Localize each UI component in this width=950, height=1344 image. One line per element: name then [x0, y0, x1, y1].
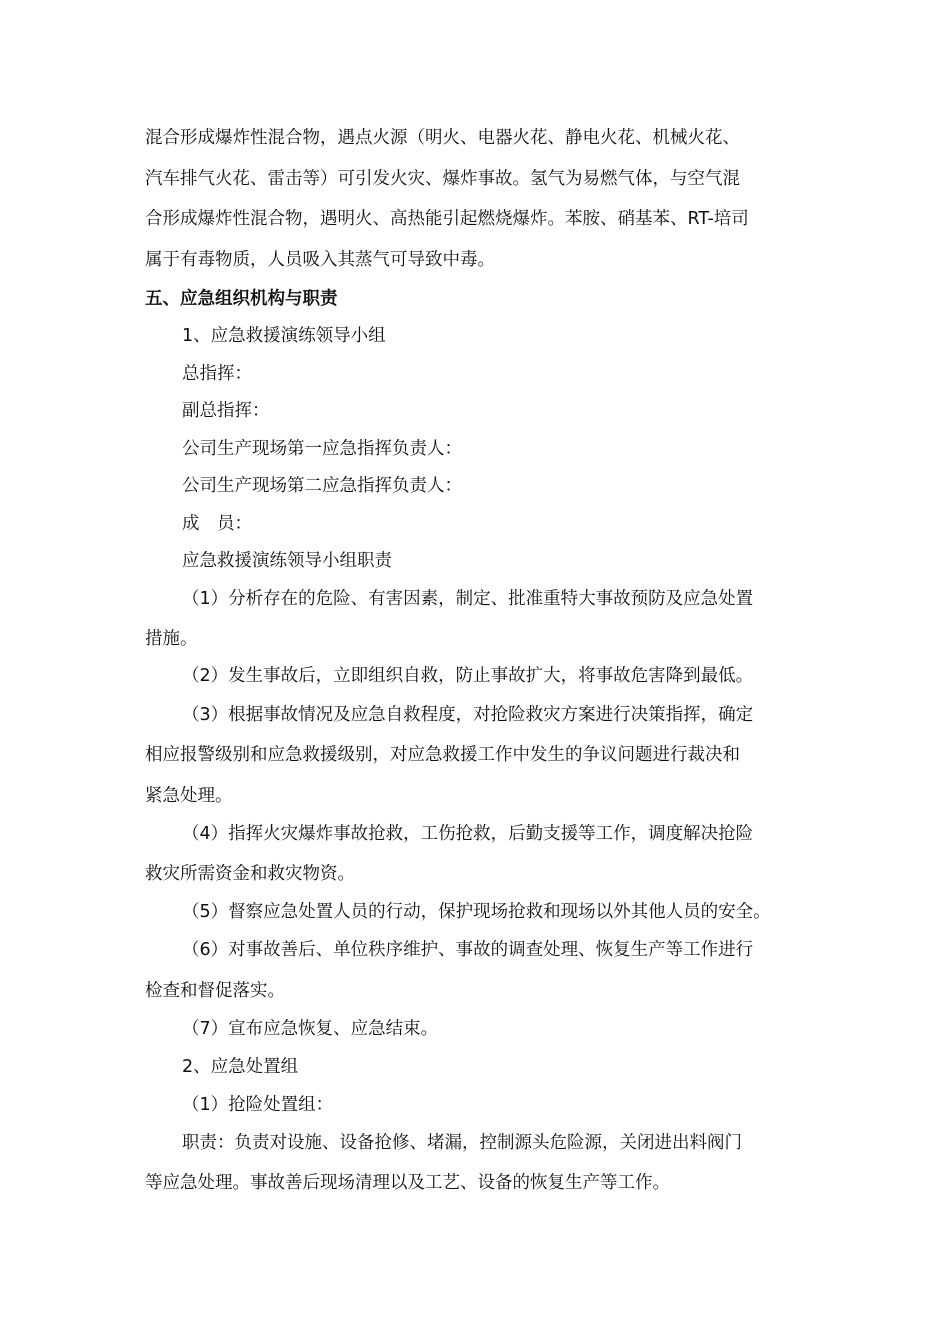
- duty-item-continuation: 紧急处理。: [145, 786, 233, 806]
- duty-item-continuation: 救灾所需资金和救灾物资。: [145, 864, 355, 884]
- duty-item-continuation: 相应报警级别和应急救援级别，对应急救援工作中发生的争议问题进行裁决和: [145, 745, 740, 765]
- group-heading: （1）抢险处置组：: [182, 1095, 334, 1115]
- roster-line: 公司生产现场第二应急指挥负责人：: [182, 476, 462, 496]
- paragraph-line: 汽车排气火花、雷击等）可引发火灾、爆炸事故。氢气为易燃气体，与空气混: [145, 169, 740, 189]
- paragraph-line: 合形成爆炸性混合物，遇明火、高热能引起燃烧爆炸。苯胺、硝基苯、RT-培司: [145, 209, 749, 229]
- duty-item: （3）根据事故情况及应急自救程度，对抢险救灾方案进行决策指挥，确定: [182, 705, 754, 725]
- duty-item-continuation: 检查和督促落实。: [145, 981, 285, 1001]
- duty-item-continuation: 措施。: [145, 629, 198, 649]
- roster-line: 成 员：: [182, 514, 252, 534]
- duty-item: （2）发生事故后，立即组织自救，防止事故扩大，将事故危害降到最低。: [182, 666, 754, 686]
- duty-item: （1）分析存在的危险、有害因素，制定、批准重特大事故预防及应急处置: [182, 589, 754, 609]
- section-heading: 五、应急组织机构与职责: [145, 289, 338, 309]
- roster-line: 公司生产现场第一应急指挥负责人：: [182, 439, 462, 459]
- subsection-heading: 1、应急救援演练领导小组: [182, 326, 386, 346]
- duty-item: （7）宣布应急恢复、应急结束。: [182, 1019, 439, 1039]
- duty-item: （4）指挥火灾爆炸事故抢救，工伤抢救，后勤支援等工作，调度解决抢险: [182, 824, 754, 844]
- subsection-heading: 2、应急处置组: [182, 1057, 299, 1077]
- group-duty: 职责：负责对设施、设备抢修、堵漏，控制源头危险源，关闭进出料阀门: [182, 1133, 742, 1153]
- roster-line: 副总指挥：: [182, 401, 270, 421]
- paragraph-line: 属于有毒物质，人员吸入其蒸气可导致中毒。: [145, 250, 495, 270]
- paragraph-line: 混合形成爆炸性混合物，遇点火源（明火、电器火花、静电火花、机械火花、: [145, 128, 740, 148]
- duties-heading: 应急救援演练领导小组职责: [182, 551, 392, 571]
- duty-item: （6）对事故善后、单位秩序维护、事故的调查处理、恢复生产等工作进行: [182, 940, 754, 960]
- group-duty-continuation: 等应急处理。事故善后现场清理以及工艺、设备的恢复生产等工作。: [145, 1173, 670, 1193]
- roster-line: 总指挥：: [182, 364, 252, 384]
- duty-item: （5）督察应急处置人员的行动，保护现场抢救和现场以外其他人员的安全。: [182, 902, 771, 922]
